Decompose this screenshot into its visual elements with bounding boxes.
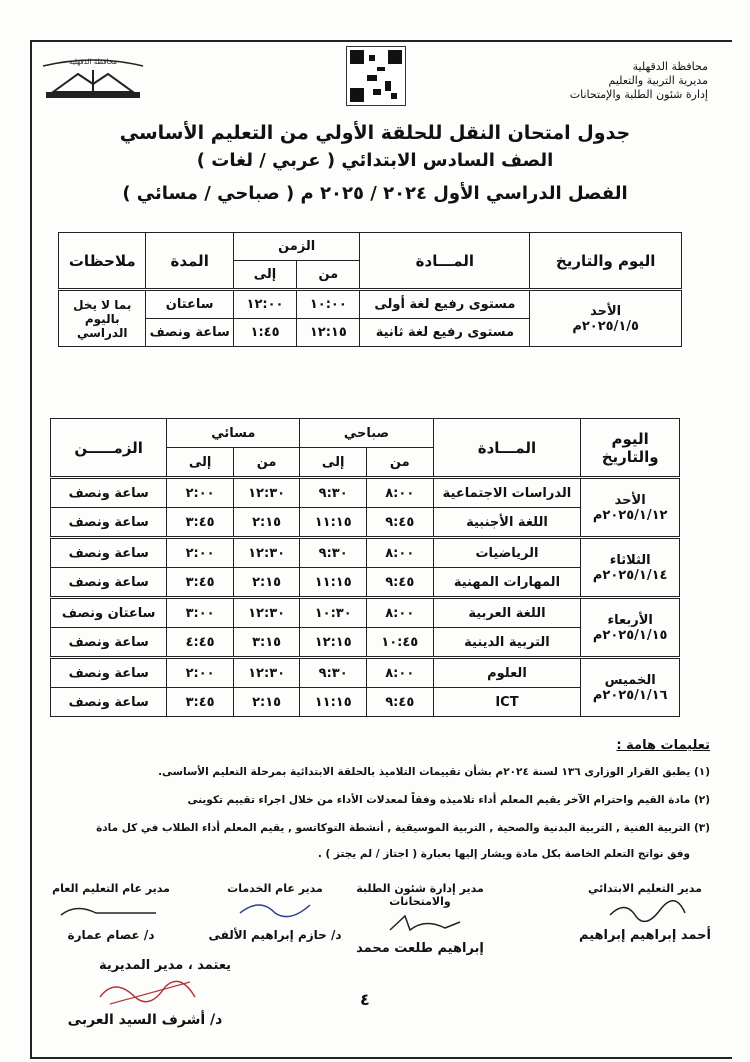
director-signature	[95, 972, 205, 1012]
signature-name: د/ حازم إبراهيم الألفى	[208, 928, 342, 942]
evening-from-cell: ١٢:٣٠	[233, 598, 300, 628]
day-date: ٢٠٢٥/١/٥م	[572, 318, 639, 334]
signature-title: مدير عام الخدمات	[227, 882, 323, 895]
morning-to-cell: ١١:١٥	[300, 568, 367, 598]
day-date: ٢٠٢٥/١/١٥م	[592, 627, 668, 643]
morning-from-cell: ٨:٠٠	[366, 478, 433, 508]
evening-to-cell: ٣:٠٠	[167, 598, 233, 628]
exam-table-advanced-level	[58, 232, 682, 347]
col-header-from: من	[297, 261, 360, 290]
table-row	[51, 478, 680, 508]
handwritten-signature	[600, 895, 690, 925]
evening-to-cell: ٣:٤٥	[167, 508, 233, 538]
signature-name: أحمد إبراهيم إبراهيم	[579, 928, 711, 943]
duration-cell: ساعة ونصف	[51, 568, 167, 598]
evening-from-cell: ١٢:٣٠	[233, 538, 300, 568]
logo-text: محافظة الدقهلية	[69, 58, 117, 66]
col-header-from: من	[366, 448, 433, 478]
table-row	[51, 658, 680, 688]
duration-cell: ساعتان	[146, 290, 233, 319]
subject-cell: المهارات المهنية	[433, 568, 581, 598]
from-cell: ١٢:١٥	[297, 319, 360, 347]
signature-block-students-affairs	[340, 882, 500, 956]
day-name: الثلاثاء	[609, 552, 651, 568]
col-header-subject: المـــادة	[433, 419, 581, 478]
duration-cell: ساعة ونصف	[51, 508, 167, 538]
morning-from-cell: ٩:٤٥	[366, 568, 433, 598]
handwritten-signature	[375, 908, 465, 938]
evening-from-cell: ١٢:٣٠	[233, 478, 300, 508]
signature-name: إبراهيم طلعت محمد	[356, 941, 484, 956]
col-header-to: إلى	[167, 448, 233, 478]
ministry-header	[488, 60, 708, 102]
duration-cell: ساعة ونصف	[146, 319, 233, 347]
evening-to-cell: ٣:٤٥	[167, 688, 233, 717]
day-date: ٢٠٢٥/١/١٢م	[592, 507, 668, 523]
page-number: ٤	[360, 990, 370, 1009]
col-header-evening: مسائي	[167, 419, 300, 448]
evening-to-cell: ٣:٤٥	[167, 568, 233, 598]
evening-from-cell: ٢:١٥	[233, 688, 300, 717]
signature-title: مدير إدارة شئون الطلبة والامتحانات	[356, 882, 484, 908]
day-name: الخميس	[604, 672, 656, 688]
approval-label: يعتمد ، مدير المديرية	[98, 958, 232, 973]
evening-from-cell: ٢:١٥	[233, 508, 300, 538]
notes-cell: بما لا يخل باليوم الدراسي	[59, 290, 146, 347]
morning-from-cell: ٨:٠٠	[366, 658, 433, 688]
morning-to-cell: ٩:٣٠	[300, 478, 367, 508]
day-name: الأحد	[614, 492, 646, 508]
signature-title: مدير عام التعليم العام	[52, 882, 170, 895]
morning-to-cell: ٩:٣٠	[300, 538, 367, 568]
main-title: جدول امتحان النقل للحلقة الأولي من التعليم الأساسي	[119, 122, 631, 144]
header-line-2: مديرية التربية والتعليم	[608, 74, 708, 87]
subject-cell: مستوى رفيع لغة أولى	[360, 290, 530, 319]
morning-to-cell: ٩:٣٠	[300, 658, 367, 688]
table-row	[51, 598, 680, 628]
signature-block-services	[205, 882, 345, 942]
day-name: الأربعاء	[607, 612, 653, 628]
subject-cell: مستوى رفيع لغة ثانية	[360, 319, 530, 347]
col-header-morning: صباحي	[300, 419, 433, 448]
morning-from-cell: ٩:٤٥	[366, 688, 433, 717]
col-header-time: الزمـــــن	[51, 419, 167, 478]
evening-from-cell: ٣:١٥	[233, 628, 300, 658]
evening-to-cell: ٢:٠٠	[167, 658, 233, 688]
table-row	[51, 538, 680, 568]
day-cell	[581, 478, 680, 538]
duration-cell: ساعتان ونصف	[51, 598, 167, 628]
instruction-4: وفق نواتج التعلم الخاصة بكل مادة ويشار إليها بعبارة ( اجتاز / لم يجتز ) .	[317, 848, 690, 860]
col-header-duration: المدة	[146, 233, 233, 290]
evening-from-cell: ٢:١٥	[233, 568, 300, 598]
morning-to-cell: ١١:١٥	[300, 508, 367, 538]
handwritten-signature	[230, 895, 320, 925]
qr-code	[346, 46, 406, 106]
duration-cell: ساعة ونصف	[51, 688, 167, 717]
exam-table-main	[50, 418, 680, 717]
instructions-title: تعليمات هامة :	[616, 738, 710, 753]
instruction-1: (١) يطبق القرار الوزارى ١٣٦ لسنة ٢٠٢٤م بشأن تقييمات التلاميذ بالحلقة الابتدائية بمرحلة التعليم الأساسى.	[158, 766, 710, 778]
signature-block-primary	[570, 882, 720, 943]
governorate-logo	[38, 52, 148, 104]
duration-cell: ساعة ونصف	[51, 538, 167, 568]
day-date: ٢٠٢٥/١/١٤م	[592, 567, 668, 583]
morning-to-cell: ١٠:٣٠	[300, 598, 367, 628]
col-header-day: اليوم والتاريخ	[581, 419, 680, 478]
col-header-day: اليوم والتاريخ	[530, 233, 682, 290]
day-name: الأحد	[590, 303, 622, 319]
subject-cell: الدراسات الاجتماعية	[433, 478, 581, 508]
subject-cell: ICT	[433, 688, 581, 717]
col-header-subject: المـــادة	[360, 233, 530, 290]
morning-from-cell: ٨:٠٠	[366, 598, 433, 628]
header-line-3: إدارة شئون الطلبة والإمتحانات	[569, 88, 708, 101]
subject-cell: التربية الدينية	[433, 628, 581, 658]
day-cell	[530, 290, 682, 347]
to-cell: ١:٤٥	[233, 319, 296, 347]
instruction-2: (٢) مادة القيم واحترام الآخر يقيم المعلم أداء تلاميذه وفقاً لمعدلات الأداء من خلال اجراء تقييم تكوينى	[187, 794, 710, 806]
day-cell	[581, 538, 680, 598]
col-header-notes: ملاحظات	[59, 233, 146, 290]
duration-cell: ساعة ونصف	[51, 628, 167, 658]
term-title: الفصل الدراسي الأول ٢٠٢٤ / ٢٠٢٥ م ( صباحي / مسائي )	[122, 183, 628, 204]
morning-to-cell: ١١:١٥	[300, 688, 367, 717]
to-cell: ١٢:٠٠	[233, 290, 296, 319]
day-cell	[581, 598, 680, 658]
subject-cell: الرياضيات	[433, 538, 581, 568]
morning-from-cell: ٨:٠٠	[366, 538, 433, 568]
evening-to-cell: ٤:٤٥	[167, 628, 233, 658]
signature-block-general-education	[36, 882, 186, 942]
subject-cell: العلوم	[433, 658, 581, 688]
header-line-1: محافظة الدقهلية	[632, 60, 708, 73]
morning-from-cell: ٩:٤٥	[366, 508, 433, 538]
morning-to-cell: ١٢:١٥	[300, 628, 367, 658]
col-header-to: إلى	[300, 448, 367, 478]
signature-title: مدير التعليم الابتدائي	[588, 882, 702, 895]
subject-cell: اللغة العربية	[433, 598, 581, 628]
col-header-to: إلى	[233, 261, 296, 290]
morning-from-cell: ١٠:٤٥	[366, 628, 433, 658]
subject-cell: اللغة الأجنبية	[433, 508, 581, 538]
evening-to-cell: ٢:٠٠	[167, 538, 233, 568]
duration-cell: ساعة ونصف	[51, 658, 167, 688]
evening-from-cell: ١٢:٣٠	[233, 658, 300, 688]
handwritten-signature	[56, 895, 166, 925]
director-name: د/ أشرف السيد العربى	[67, 1012, 223, 1028]
day-cell	[581, 658, 680, 717]
instruction-3: (٣) التربية الفنية , التربية البدنية والصحية , التربية الموسيقية , أنشطة التوكاتسو , يقيم المعلم أداء الطلاب في كل مادة	[96, 822, 710, 834]
grade-title: الصف السادس الابتدائي ( عربي / لغات )	[196, 150, 554, 171]
col-header-from: من	[233, 448, 300, 478]
col-header-time: الزمن	[233, 233, 360, 261]
evening-to-cell: ٢:٠٠	[167, 478, 233, 508]
duration-cell: ساعة ونصف	[51, 478, 167, 508]
from-cell: ١٠:٠٠	[297, 290, 360, 319]
day-date: ٢٠٢٥/١/١٦م	[592, 687, 668, 703]
signature-name: د/ عصام عمارة	[67, 928, 155, 942]
